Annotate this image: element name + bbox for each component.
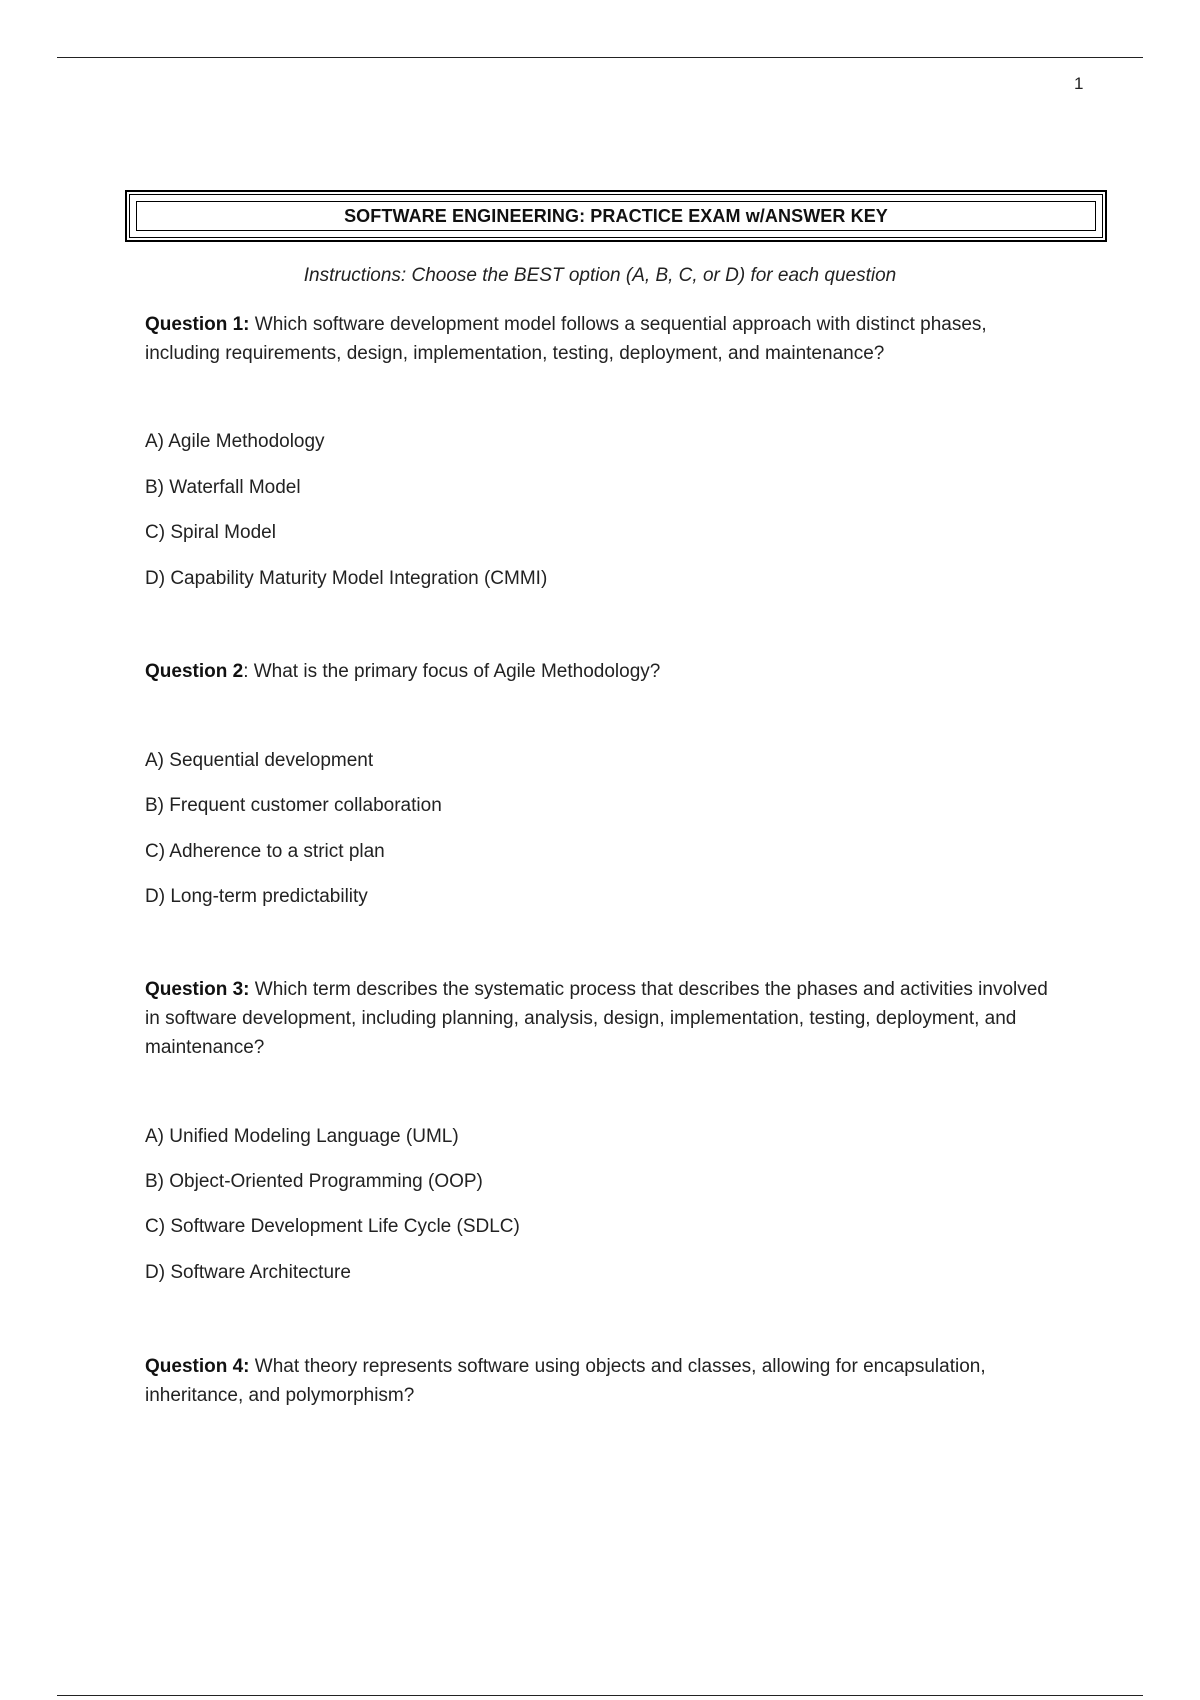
question-4-label: Question 4:: [145, 1356, 250, 1377]
question-1: [145, 310, 1065, 368]
question-3-option-a: A) Unified Modeling Language (UML): [145, 1126, 459, 1147]
question-1-option-c: C) Spiral Model: [145, 522, 276, 543]
question-4-text: What theory represents software using objects and classes, allowing for encapsulation, inheritance, and polymorphism?: [145, 1356, 986, 1406]
question-2-option-b: B) Frequent customer collaboration: [145, 795, 442, 816]
title-box: [126, 191, 1106, 241]
question-2-option-a: A) Sequential development: [145, 750, 374, 771]
question-2-text: : What is the primary focus of Agile Methodology?: [243, 661, 661, 682]
page-number: 1: [1074, 74, 1084, 93]
title-inner-border: [136, 201, 1096, 231]
footer-rule: [57, 1695, 1143, 1696]
document-title: SOFTWARE ENGINEERING: PRACTICE EXAM w/ANSWER KEY: [344, 205, 888, 226]
question-3-option-c: C) Software Development Life Cycle (SDLC): [145, 1216, 520, 1237]
question-1-option-a: A) Agile Methodology: [145, 431, 325, 452]
question-2-option-c: C) Adherence to a strict plan: [145, 841, 385, 862]
question-2-option-d: D) Long-term predictability: [145, 886, 368, 907]
question-3-option-d: D) Software Architecture: [145, 1262, 351, 1283]
instructions: Instructions: Choose the BEST option (A, B, C, or D) for each question: [303, 265, 897, 286]
question-1-option-b: B) Waterfall Model: [145, 477, 301, 498]
question-4: [145, 1352, 1065, 1410]
question-1-text: Which software development model follows a sequential approach with distinct phases, including requirements, design, implementation, testing, deployment, and maintenance?: [145, 314, 987, 364]
header-rule: [57, 57, 1143, 58]
question-3: [145, 975, 1065, 1062]
question-1-label: Question 1:: [145, 314, 250, 335]
question-3-text: Which term describes the systematic process that describes the phases and activities involved in software development, including planning, analysis, design, implementation, testing, deployment, and maintenance?: [145, 979, 1048, 1058]
question-2-label: Question 2: [145, 661, 244, 682]
question-1-option-d: D) Capability Maturity Model Integration (CMMI): [145, 568, 548, 589]
question-2: [145, 657, 1065, 686]
question-3-option-b: B) Object-Oriented Programming (OOP): [145, 1171, 483, 1192]
question-3-label: Question 3:: [145, 979, 250, 1000]
